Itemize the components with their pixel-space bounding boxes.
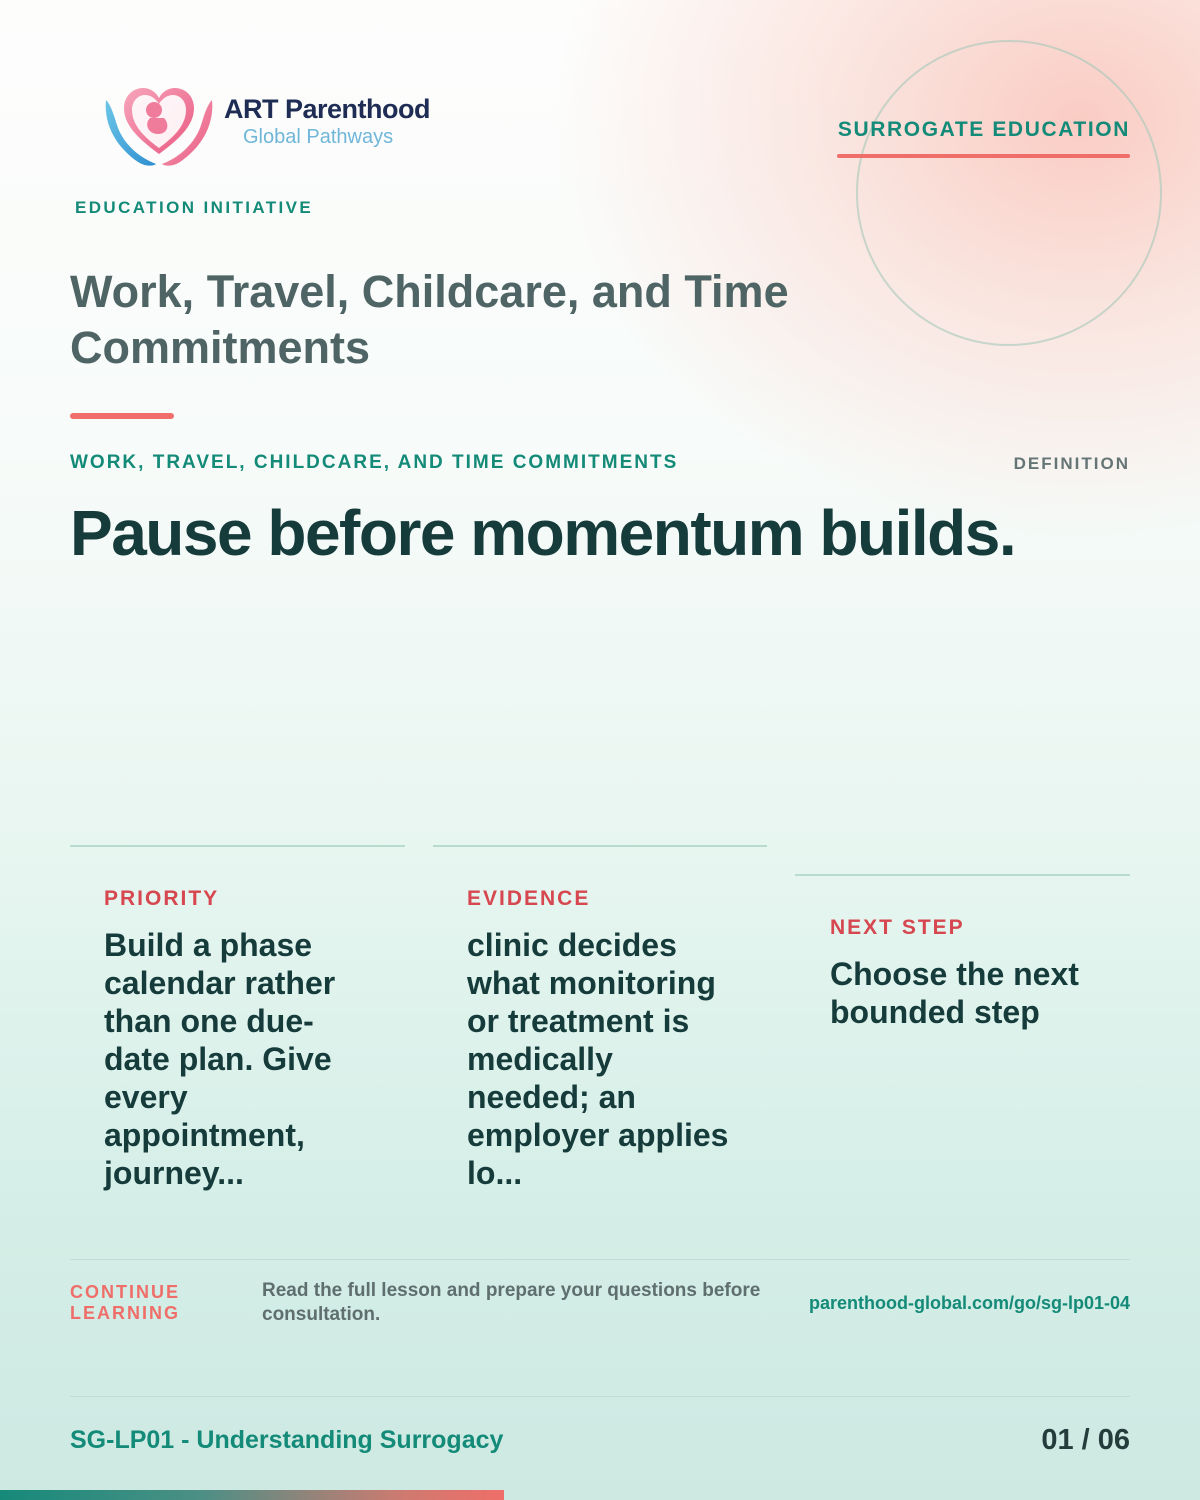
- card-body-priority: Build a phase calendar rather than one due-date plan. Give every appointment, journey...: [104, 927, 336, 1191]
- card-label-evidence: EVIDENCE: [467, 887, 591, 910]
- eyebrow-label: EDUCATION INITIATIVE: [75, 198, 314, 217]
- divider: [70, 1396, 1130, 1397]
- card-rule: [795, 874, 1130, 876]
- section-type-badge: DEFINITION: [1013, 454, 1130, 473]
- section-label: WORK, TRAVEL, CHILDCARE, AND TIME COMMITMENTS: [70, 452, 679, 473]
- page-title: Work, Travel, Childcare, and Time Commitments: [70, 266, 789, 373]
- card-rule: [433, 845, 767, 847]
- divider: [70, 1259, 1130, 1260]
- category-tag: SURROGATE EDUCATION: [837, 118, 1130, 141]
- hero-headline: Pause before momentum builds.: [70, 497, 1016, 569]
- accent-divider: [70, 413, 174, 419]
- continue-learning-label: CONTINUE LEARNING: [70, 1282, 180, 1323]
- card-label-next-step: NEXT STEP: [830, 916, 965, 939]
- decorative-circle: [856, 40, 1162, 346]
- lesson-link[interactable]: parenthood-global.com/go/sg-lp01-04: [808, 1293, 1130, 1313]
- card-label-priority: PRIORITY: [104, 887, 220, 910]
- course-title: SG-LP01 - Understanding Surrogacy: [70, 1426, 504, 1454]
- page-indicator: 01 / 06: [1041, 1424, 1130, 1456]
- card-body-next-step: Choose the next bounded step: [830, 956, 1079, 1030]
- card-body-evidence: clinic decides what monitoring or treatment is medically needed; an employer applies lo...: [467, 927, 729, 1191]
- cta-text: Read the full lesson and prepare your questions before consultation.: [262, 1280, 761, 1325]
- brand-subtitle: Global Pathways: [243, 126, 394, 148]
- heart-hands-baby-icon: [100, 74, 218, 170]
- category-underline: [837, 154, 1130, 158]
- card-rule: [70, 845, 405, 847]
- brand-name: ART Parenthood: [224, 94, 430, 124]
- progress-bar: [0, 1490, 504, 1500]
